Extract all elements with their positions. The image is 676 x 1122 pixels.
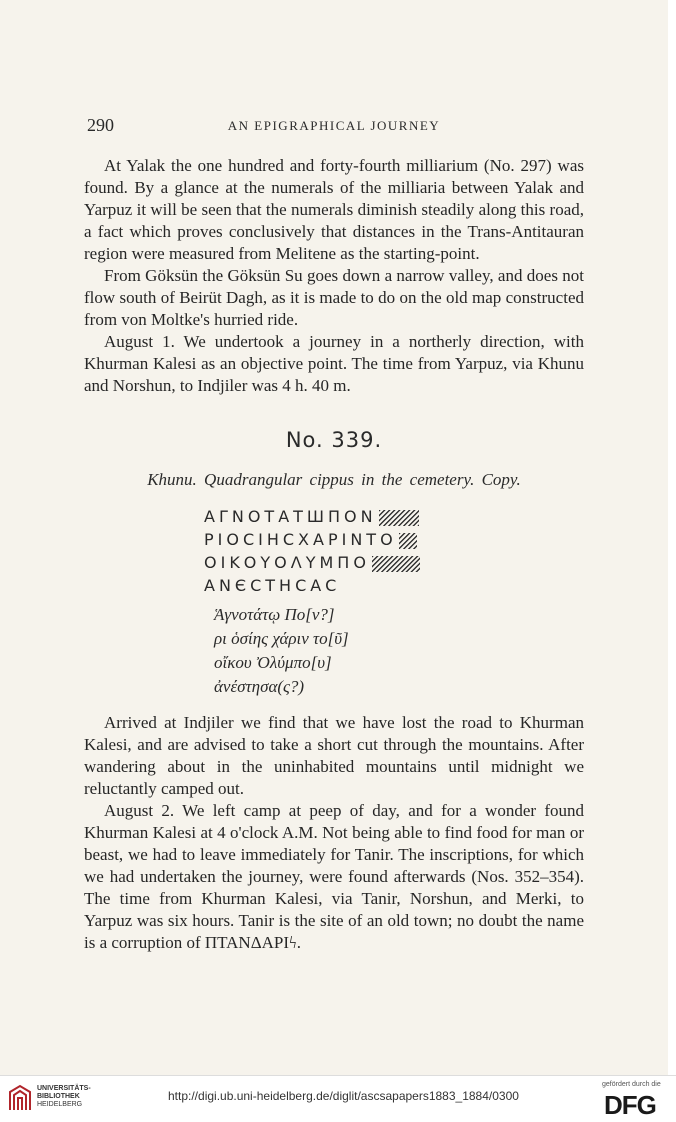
inscription-heading: No. 339. — [285, 428, 383, 452]
body-text-after — [84, 712, 584, 954]
page-number: 290 — [87, 115, 114, 135]
paragraph: August 1. We undertook a journey in a northerly direction, with Khurman Kalesi as an objective point. The time from Yarpuz, via Khunu and Norshun, to Indjiler was 4 h. 40 m. — [84, 332, 584, 395]
paragraph: August 2. We left camp at peep of day, and for a wonder found Khurman Kalesi at 4 o'clock A.M. Not being able to find food for man or beast, we had to leave immediately for Tanir. The inscriptions, for which we had undertaken the journey, were found afterwards (Nos. 352–354). The time from Khurman Kalesi, via Tanir, Norshun, and Merki, to Yarpuz was six hours. Tanir is the site of an old town; no doubt the name is a corruption of ΠΤΑΝΔΑΡΙϟ. — [84, 801, 584, 952]
transcription-line: ρι ὁσίης χάριν το[ῦ] — [214, 629, 349, 648]
damaged-area — [372, 556, 420, 572]
library-name: UNIVERSITÄTS- BIBLIOTHEK HEIDELBERG — [37, 1085, 91, 1108]
inscription-line: ΡΙΟϹΙΗϹΧΑΡΙΝΤΟ — [204, 528, 420, 551]
transcription-line: ἀνέστησα(ς?) — [214, 677, 305, 696]
inscription-line: ΑΝЄϹΤΗϹΑϹ — [204, 576, 341, 595]
inscription-caption: Khunu. Quadrangular cippus in the cemetery. Copy. — [147, 470, 521, 489]
transcription-line: Ἁγνοτάτῳ Πο[ν?] — [214, 605, 335, 624]
greek-transcription — [214, 603, 349, 699]
body-text-before — [84, 155, 584, 397]
paragraph: Arrived at Indjiler we find that we have lost the road to Khurman Kalesi, and are advised to take a short cut through the mountains. After wandering about in the uninhabited mountains until midnight we reluctantly camped out. — [84, 713, 584, 798]
inscription-line: ΟΙΚΟΥΟΛΥΜΠΟ — [204, 551, 420, 574]
transcription-line: οἴκου Ὀλύμπο[υ] — [214, 653, 332, 672]
damaged-area — [379, 510, 419, 526]
viewer-footer — [0, 1075, 676, 1122]
library-logo-icon — [8, 1084, 32, 1112]
funded-by-label: gefördert durch die — [602, 1081, 661, 1088]
inscription-copy — [204, 505, 420, 597]
permalink-url[interactable]: http://digi.ub.uni-heidelberg.de/diglit/ascsapapers1883_1884/0300 — [168, 1089, 519, 1103]
running-title: AN EPIGRAPHICAL JOURNEY — [227, 118, 441, 133]
damaged-area — [399, 533, 417, 549]
inscription-line: ΑΓΝΟΤΑΤШΠΟΝ — [204, 505, 420, 528]
paragraph: At Yalak the one hundred and forty-fourth milliarium (No. 297) was found. By a glance at the numerals of the milliaria between Yalak and Yarpuz it will be seen that the numerals diminish steadily along this road, a fact which proves conclusively that distances in the Trans-Antitauran region were measured from Melitene as the starting-point. — [84, 156, 584, 263]
dfg-logo: DFG — [604, 1090, 656, 1120]
paragraph: From Göksün the Göksün Su goes down a narrow valley, and does not flow south of Beirüt Dagh, as it is made to do on the old map constructed from von Moltke's hurried ride. — [84, 266, 584, 329]
